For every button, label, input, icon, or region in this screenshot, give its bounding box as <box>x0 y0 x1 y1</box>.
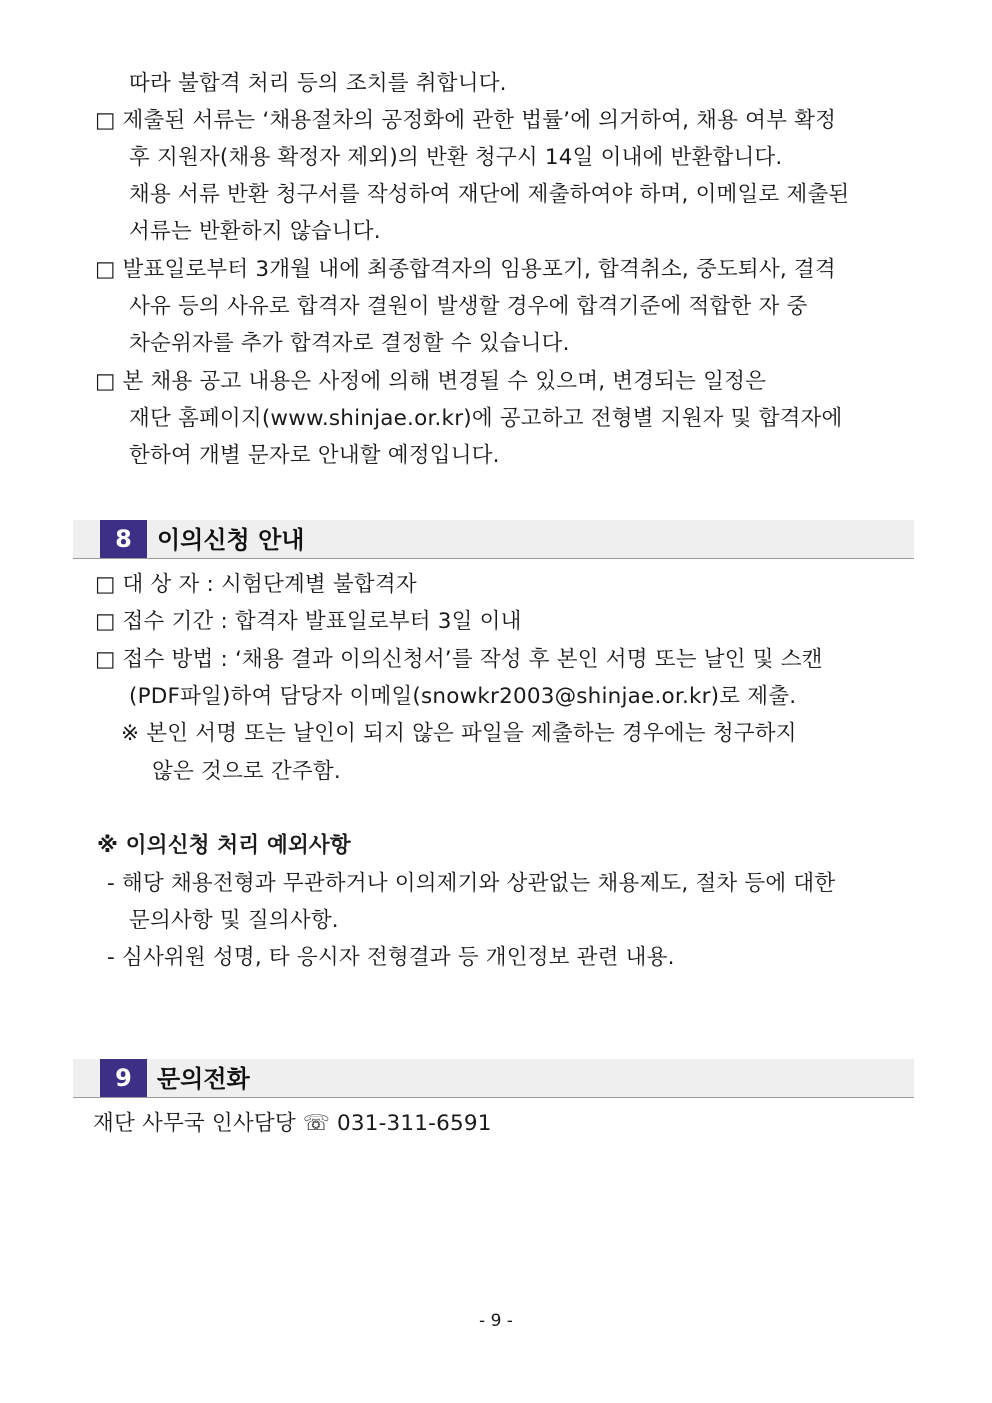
intro-line: 서류는 반환하지 않습니다. <box>129 219 381 244</box>
period-line: □ 접수 기간 : 합격자 발표일로부터 3일 이내 <box>95 609 522 634</box>
contact-line: 재단 사무국 인사담당 ☏ 031-311-6591 <box>93 1111 492 1136</box>
intro-line: 차순위자를 추가 합격자로 결정할 수 있습니다. <box>129 331 570 356</box>
intro-line: 따라 불합격 처리 등의 조치를 취합니다. <box>129 71 507 96</box>
intro-line: 채용 서류 반환 청구서를 작성하여 재단에 제출하여야 하며, 이메일로 제출된 <box>129 182 850 207</box>
exception-line-cont: 문의사항 및 질의사항. <box>129 908 339 933</box>
section-9-title: 문의전화 <box>157 1065 250 1093</box>
page-number: - 9 - <box>479 1311 513 1331</box>
section-8-header <box>73 520 914 559</box>
note-line-cont: 않은 것으로 간주함. <box>152 759 341 784</box>
intro-line: □ 발표일로부터 3개월 내에 최종합격자의 임용포기, 합격취소, 중도퇴사, 결격 <box>95 257 836 282</box>
target-line: □ 대 상 자 : 시험단계별 불합격자 <box>95 572 417 597</box>
intro-line: 한하여 개별 문자로 안내할 예정입니다. <box>129 443 500 468</box>
section-8-number: 8 <box>100 520 147 558</box>
section-9-number: 9 <box>100 1059 147 1097</box>
section-8-title: 이의신청 안내 <box>157 526 305 554</box>
intro-line: 후 지원자(채용 확정자 제외)의 반환 청구시 14일 이내에 반환합니다. <box>129 145 783 170</box>
note-line: ※ 본인 서명 또는 날인이 되지 않은 파일을 제출하는 경우에는 청구하지 <box>121 721 797 746</box>
intro-line: □ 제출된 서류는 ‘채용절차의 공정화에 관한 법률’에 의거하여, 채용 여부 확정 <box>95 108 837 133</box>
method-line: □ 접수 방법 : ‘채용 결과 이의신청서’를 작성 후 본인 서명 또는 날인 및 스캔 <box>95 647 823 672</box>
exceptions-heading: ※ 이의신청 처리 예외사항 <box>97 833 351 858</box>
intro-line: □ 본 채용 공고 내용은 사정에 의해 변경될 수 있으며, 변경되는 일정은 <box>95 369 767 394</box>
intro-line: 재단 홈페이지(www.shinjae.or.kr)에 공고하고 전형별 지원자 및 합격자에 <box>129 406 843 431</box>
exception-line: - 해당 채용전형과 무관하거나 이의제기와 상관없는 채용제도, 절차 등에 대한 <box>107 871 836 896</box>
intro-line: 사유 등의 사유로 합격자 결원이 발생할 경우에 합격기준에 적합한 자 중 <box>129 294 808 319</box>
method-line-cont: (PDF파일)하여 담당자 이메일(snowkr2003@shinjae.or.kr)로 제출. <box>129 684 797 709</box>
section-9-header <box>73 1059 914 1098</box>
exception-line: - 심사위원 성명, 타 응시자 전형결과 등 개인정보 관련 내용. <box>107 945 675 970</box>
